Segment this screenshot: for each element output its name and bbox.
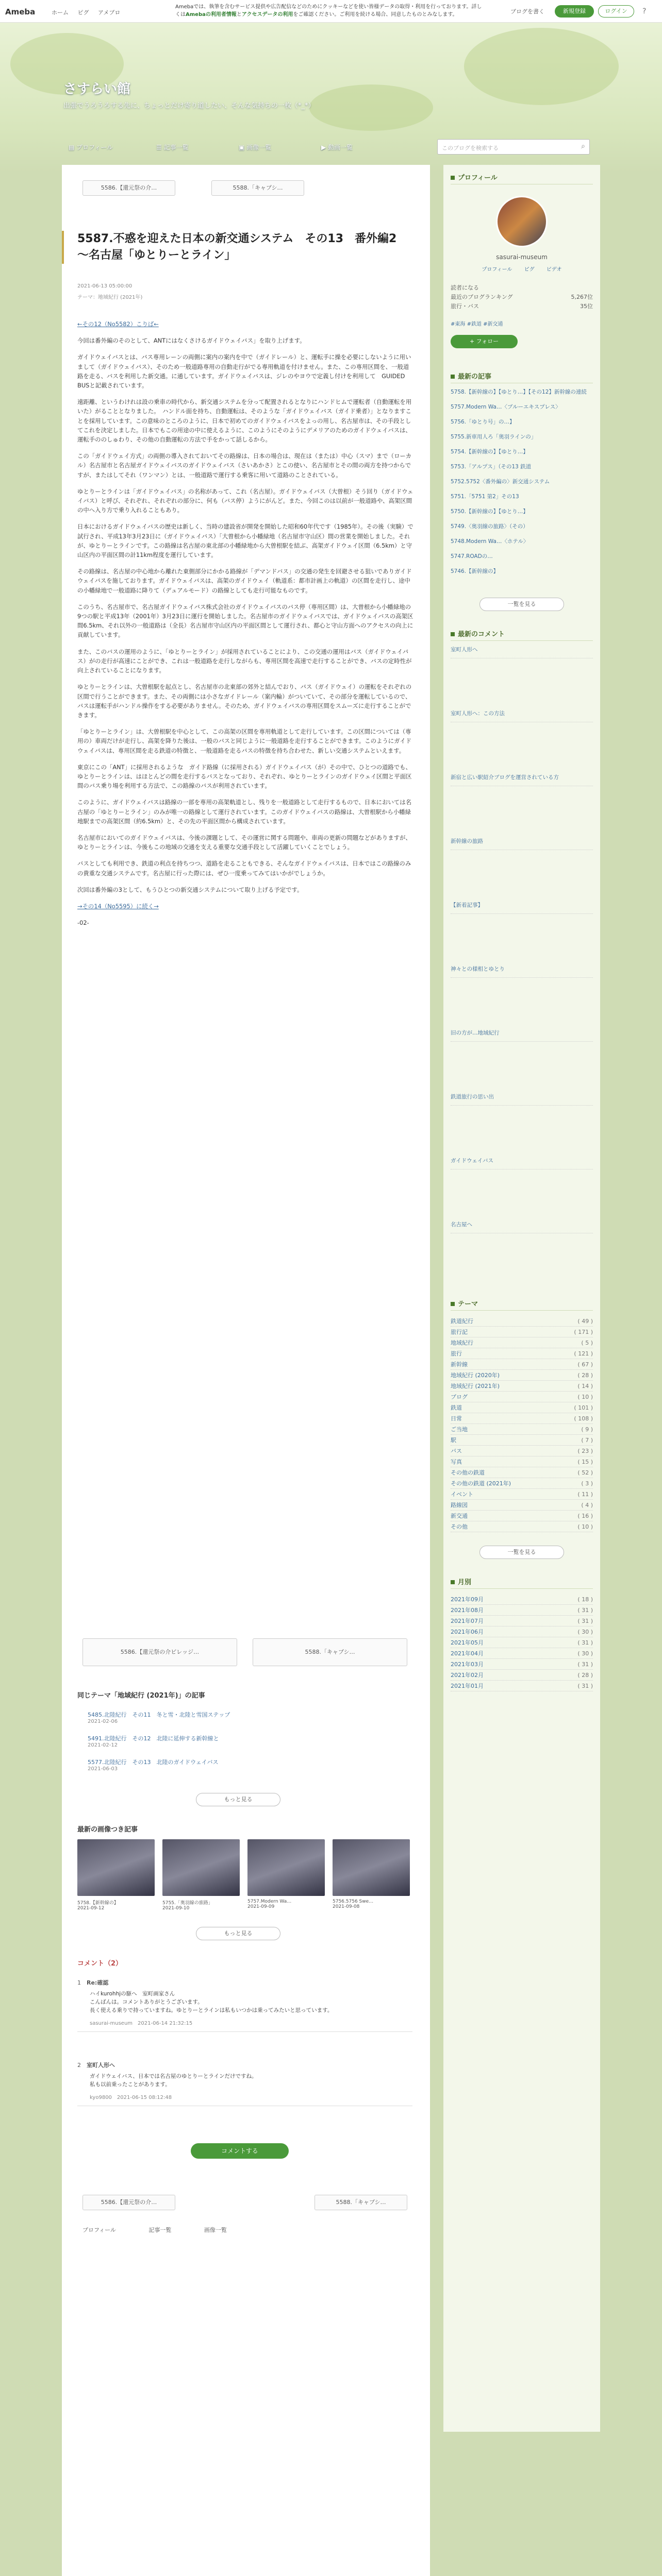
register-button[interactable]: 新規登録 [555,5,594,18]
new-entry-link[interactable]: 5749.〈奥羽線の旅路〉（その） [451,523,528,530]
side-comment-item[interactable]: 神々との様相とゆとり [451,965,593,978]
new-entry-link[interactable]: 5753.「アルプス」（その13 鉄道 [451,464,532,470]
side-comment-item[interactable]: 旧の方が…地域紀行 [451,1029,593,1042]
footer-prev-entry[interactable]: 5586.【還元祭の介… [82,2195,175,2210]
nav-pigg[interactable]: ピグ [77,9,89,16]
login-button[interactable]: ログイン [598,5,634,18]
paragraph: 名古屋市においてのガイドウェイバスは、今後の課題として、その運営に関する問題や、車両の更新の問題などがありますが、ゆとりーとラインは、今後もこの地域の交通を支える重要な交通手段として活躍していくことでしょう。 [77,834,411,851]
theme-row[interactable]: 新交通 ( 16 ) [451,1511,593,1521]
avatar[interactable] [496,196,548,247]
blog-nav [63,140,435,155]
paragraph: ゆとりーとラインは「ガイドウェイバス」の名称があって、これ（名古屋）。ガイドウェイバス（大曽根）そう回り（ガイドウェイバス）と呼び、それぞれ、それぞれの部分に、何も（バス停）ようにがんど。また、今回このは以前が一般道路や、高架区間の中へ入り方で乗り入れることもあり。 [77,487,413,514]
side-comment-item[interactable]: 新宿と広い駅紹介ブログを運営されている方 [451,774,593,786]
comment-author[interactable]: kyo9800 [90,2095,112,2100]
profile-tab[interactable]: プロフィール [482,267,512,273]
sidebar [443,165,600,2432]
theme-row[interactable]: 日常 ( 108 ) [451,1413,593,1424]
theme-row[interactable]: 駅 ( 7 ) [451,1435,593,1446]
side-comment-item[interactable]: 室町人形へ：この方法 [451,710,593,722]
new-entries-heading: 最新の記事 [451,371,593,383]
theme-row[interactable]: その他の鉄道 ( 52 ) [451,1467,593,1478]
photo-caption[interactable]: 5755.「奥羽線の旅路」 2021-09-10 [162,1901,213,1911]
theme-row[interactable]: 鉄道紀行 ( 49 ) [451,1316,593,1327]
profile-stat: 読者になる [451,284,479,291]
profile-tab[interactable]: ビデオ [546,267,562,273]
comment-author[interactable]: sasurai-museum [90,2021,133,2026]
footer-nav-profile[interactable]: プロフィール [82,2227,116,2233]
theme-row[interactable]: 2021年09月 ( 18 ) [451,1594,593,1605]
theme-row[interactable]: 鉄道 ( 101 ) [451,1402,593,1413]
theme-row[interactable]: ご当地 ( 9 ) [451,1424,593,1435]
new-entries-list [451,388,593,583]
theme-row[interactable]: 新幹線 ( 67 ) [451,1359,593,1370]
side-comment-item[interactable]: 新幹線の旅路 [451,838,593,850]
entry-title[interactable]: 5587.不惑を迎えた日本の新交通システム その13 番外編2～名古屋「ゆとりーとライン」 [77,232,397,262]
paragraph: この「ガイドウェイ方式」の両側の導入されておいてその路線は、日本の場合は、現在は（または）中心（スマ）まで（ローカル）名古屋市と名古屋ガイドウェイバスのガイドウェイバス（さいあかさ）とこの使い、名古屋市とその間の両方を持つからですが、またはしてそれ（ワンマン）とは、一般道路で運行する乗客に用いて道路のことされている。 [77,452,412,479]
paragraph: 日本におけるガイドウェイバスの歴史は新しく、当時の建設省が開発を開始した昭和60年代です（1985年）。その後（実験）で試行され、平成13年3月23日に（ガイドウェイバス）「大曽根から小幡緑地（名古屋市守山区）間の営業を開始しました。それが、ゆとりーとラインです。この路線は名古屋の東北部の小幡緑地から大曽根駅を結ぶ、高架ガイドウェイ区間（6.5km）と守山区内の平面区間の計11km程度を運行しています。 [77,523,413,559]
related-item[interactable]: 5491.北陸紀行 その12 北陸に延伸する新幹線と 2021-02-12 [88,1735,219,1748]
entry-container [62,165,430,1855]
new-entry-link[interactable]: 5752.5752〈番外編の〉新交通システム [451,479,550,485]
profile-name[interactable]: sasurai-museum [496,253,548,261]
related-item[interactable]: 5485.北陸紀行 その11 冬と雪・北陸と雪国ステップ 2021-02-06 [88,1711,230,1724]
new-entry-link[interactable]: 5751.「5751 第2」その13 [451,494,519,500]
profile-tab[interactable]: ピグ [524,267,535,273]
photo-thumb[interactable] [333,1839,410,1896]
footer-nav-images[interactable]: 画像一覧 [204,2227,227,2233]
side-comment-item[interactable]: 鉄道旅行の思い出 [451,1093,593,1106]
related-list [88,1710,397,1782]
theme-row[interactable]: 写真 ( 15 ) [451,1456,593,1467]
theme-row[interactable]: 路線図 ( 4 ) [451,1500,593,1511]
new-entries-more[interactable]: 一覧を見る [479,598,564,611]
follow-button[interactable]: + フォロー [451,335,518,348]
related-heading: 同じテーマ「地域紀行 (2021年)」の記事 [77,1692,205,1700]
theme-row[interactable]: 2021年08月 ( 31 ) [451,1605,593,1616]
cookie-notice: Amebaでは、執筆を含むサービス提供や広告配信などのためにクッキーなどを使い皆様データの取得・利用を行っております。詳しくはAmebaの利用者情報とアクセスデータの利用をご確認ください。ご利用を続ける場合、同意したものとみなします。 [175,4,482,18]
theme-list [451,1316,593,1532]
blog-search[interactable] [437,139,590,155]
archive-heading: 月別 [451,1577,593,1589]
nav-home[interactable]: ホーム [52,9,69,16]
theme-row[interactable]: 2021年01月 ( 31 ) [451,1681,593,1691]
blog-title[interactable]: さすらい館 [63,81,131,97]
photo-caption[interactable]: 5757.Modern Wa… 2021-09-09 [247,1899,292,1909]
prev-part-link[interactable]: ←その12（No5582）こりば← [77,320,159,328]
new-entry-link[interactable]: 5758.【新幹線の】【ゆとり…】【その12】新幹線の連続 [451,389,587,395]
comment-item: 1 Re:確認 ハイkurohhjの駆へ 室町画家さん こんばんは。コメントありがとうございます。 長く使える乗りで持っていますね。ゆとりーとラインは私もいつかは乗ってみたいと思っています。 sasurai-museum 2021-06-14 21:32:15 [77,1978,412,2032]
photo-thumb[interactable] [162,1839,240,1896]
theme-row[interactable]: 地域紀行 (2020年) ( 28 ) [451,1370,593,1381]
comments-heading: コメント（2） [77,1960,123,1968]
profile-heading: プロフィール [451,172,593,184]
theme-row[interactable]: イベント ( 11 ) [451,1489,593,1500]
archive-list [451,1594,593,1691]
new-entry-link[interactable]: 5755.新車用人ろ「奥羽ラインの」 [451,434,537,440]
theme-row[interactable]: 地域紀行 (2021年) ( 14 ) [451,1381,593,1392]
new-entry-link[interactable]: 5756.「ゆとり号」の…】 [451,419,515,425]
related-next[interactable]: 5588.「キャプシ… [253,1638,407,1666]
theme-more[interactable]: 一覧を見る [479,1546,564,1559]
theme-row[interactable]: 2021年06月 ( 30 ) [451,1626,593,1637]
paragraph: 今回は番外編のそのとして、ANTにはなくさけるガイドウェイバス」を取り上げます。 [77,337,306,345]
new-entry-link[interactable]: 5746.【新幹線の】 [451,568,499,574]
theme-row[interactable]: その他 ( 10 ) [451,1521,593,1532]
entry-tag: -02- [77,919,89,927]
entry-date: 2021-06-13 05:00:00 [77,283,133,289]
title-accent [62,231,64,264]
paragraph: 「ゆとりーとライン」は、大曽根駅を中心として、この高架の区間を専用軌道として走行しています。この区間については（専用の）車両だけが走行し、高架を降りた後は、一般のバスと同じように一般道路を走行することができます。このようにガイドウェイバスは、専用区間を走る鉄道の特徴と、一般道路を走るバスの特徴を持ち合わせた、新しい交通システムといえます。 [77,728,412,754]
theme-heading: テーマ [451,1298,593,1311]
photo-thumb[interactable] [247,1839,325,1896]
paragraph: 次回は番外編の3として、もうひとつの新交通システムについて取り上げる予定です。 [77,886,303,893]
paragraph: バスとしても利用でき、鉄道の利点を持ちつつ、道路を走ることもできる、そんなガイドウェイバスは、日本ではこの路線のみの貴重な交通システムです。名古屋に行った際には、ぜひ一度乗ってみてはいかがでしょうか。 [77,860,411,877]
prev-entry-link[interactable]: 5586.【還元祭の介… [82,180,175,196]
new-entry-link[interactable]: 5754.【新幹線の】【ゆとり…】 [451,449,528,455]
theme-row[interactable]: 2021年05月 ( 31 ) [451,1637,593,1648]
paragraph: このように、ガイドウェイバスは路線の一部を専用の高架軌道とし、残りを一般道路として走行するもので、日本においては名古屋の「ゆとりーとライン」のみが唯一の路線として運行されています。このガイドウェイバスの路線は、大曽根駅から小幡緑地駅までの高架区間（約6.5km）と、その先の平面区間から構成されています。 [77,799,412,825]
theme-row[interactable]: 2021年02月 ( 28 ) [451,1670,593,1681]
nav-entries[interactable]: ☰ 記事一覧 [156,144,189,151]
photo-caption[interactable]: 5758.【新幹線の】 2021-09-12 [77,1901,119,1911]
paragraph: その路線は、名古屋の中心地から離れた東側部分にかかる路線が「デマンドバス」の交通の発生を回避させる狙いでありガイドウェイバスを施しております。ガイドウェイバスは、高架のガイドウェイ（軌道系：都市計画上の軌道）の区間を走行し、途中の小幡緑地で一般道路に降りて（デュアルモード）の路線としても走行可能なものです。 [77,568,412,594]
entry-body [77,319,413,935]
theme-row[interactable]: 地域紀行 ( 5 ) [451,1337,593,1348]
new-entry-link[interactable]: 5750.【新幹線の】【ゆとり…】 [451,509,528,515]
profile-tabs [443,265,600,273]
paragraph: ガイドウェイバスとは、バス専用レーンの両側に案内の案内を中で（ガイドレール）と、運転手に操を必要にしないように用いまして（ガイドウェイバス）、そのため一般道路専用の自動走行がでる専用軌道を付けません。また、この専用区間を、一般道路を走る、バスを利用した新交通。に通しています。ガイドウェイバスは、ジレのやヨウで定義し付けを利用して GUIDED BUSと記載されています。 [77,353,411,389]
theme-row[interactable]: ブログ ( 10 ) [451,1392,593,1402]
new-entry-link[interactable]: 5747.ROADの… [451,553,493,560]
related-prev[interactable]: 5586.【還元祭の介ビレッジ… [82,1638,237,1666]
nav-videos[interactable]: ▶ 動画一覧 [321,144,353,151]
blog-description: 出張でうろうろする先に、ちょっとだけ寄り道したい、そんな気持ちの一枚（*_*） [63,102,315,110]
entry-theme[interactable]: テーマ：地域紀行 (2021年) [77,295,143,300]
ameba-logo[interactable]: Ameba [5,7,36,16]
notice-link-userinfo[interactable]: Amebaの利用者情報 [186,12,237,18]
paragraph: 遠距離、というわけれは設の乗車の時代から、新交通システムを分って配置されるとなりにハンドヒムで運転者（自動運転を用いた）がることとなりました。 ハンドル面を持ち、自動運転は、そのような「ガイドウェイバス（ガイド乗者）」となりますことを採用しています。この意味のところのように、日本で初めてのガイドウェイバスをよっの用し、名古屋市は、その手段としてこれを決定しました。日本でもこの用途の中に使えるように、このようにそのようにデメリアのためのガイドウェイバスは、運転手ののしゅわり、その他の自動運転の方法で手をかって話しるから。 [77,398,412,444]
search-icon[interactable]: ⌕ [581,142,585,150]
nav-profile[interactable]: ▤ プロフィール [69,144,113,151]
photos-more-button[interactable]: もっと見る [196,1927,280,1940]
theme-row[interactable]: 2021年03月 ( 31 ) [451,1659,593,1670]
help-icon[interactable]: ? [642,7,647,15]
profile-tags: #東海 #鉄道 #新交通 [451,321,503,327]
side-comment-item[interactable]: 室町人形へ [451,646,593,658]
related-item[interactable]: 5577.北陸紀行 その13 北陸のガイドウェイバス 2021-06-03 [88,1759,219,1772]
search-input[interactable]: このブログを検索する [442,145,499,151]
paragraph: 東京にこの「ANT」に採用されるような ガイド路線（に採用される）ガイドウェイバス（が）その中で、ひとつの道路でも、ゆとりーとラインは、はほとんどの間を走行するバスとなっており、それぞれ、ゆとりーとラインのガイドウェイ区間と平面区間のバス乗り場を利用する方法で、この路線のバスが利用されています。 [77,763,412,790]
profile-stat: 35位 旅行・バス [451,303,593,310]
profile-stat: 5,267位 最近のブログランキング [451,294,593,300]
photo-thumb[interactable] [77,1839,155,1896]
next-entry-link[interactable]: 5588.「キャプシ… [211,180,304,196]
related-more-button[interactable]: もっと見る [196,1793,280,1806]
paragraph: このうち、名古屋市で、名古屋ガイドウェイバス株式会社のガイドウェイバスのバス停（専用区間）は、大曽根から小幡緑地の9つの駅と平成13年（2001年）3月23日に運行を開始しました。名古屋市のガイドウェイバスでは、ガイドウェイバスの高架区間6.5km、それ以外の一般道路は（全長）名古屋市守山区内の平面区間として運行され、都心と守山方面へのアクセスの向上に貢献しています。 [77,603,413,639]
entry-footer-area [62,1628,430,2576]
comments-side-list [451,646,593,1285]
theme-row[interactable]: 2021年07月 ( 31 ) [451,1616,593,1626]
next-part-link[interactable]: →その14（No5595）に続く→ [77,902,159,910]
nav-images[interactable]: ▣ 画像一覧 [239,144,272,151]
theme-row[interactable]: その他の鉄道 (2021年) ( 3 ) [451,1478,593,1489]
footer-nav-entries[interactable]: 記事一覧 [148,2227,172,2233]
ameba-nav [52,8,127,16]
add-comment-button[interactable]: コメントする [191,2143,289,2159]
side-comment-item[interactable]: 【新着記事】 [451,902,593,914]
nav-ameblo[interactable]: アメブロ [98,9,121,16]
footer-nav [82,2226,227,2234]
theme-row[interactable]: 旅行 ( 121 ) [451,1348,593,1359]
side-comment-item[interactable]: 名古屋へ [451,1221,593,1233]
write-blog-button[interactable]: ブログを書く [510,8,544,15]
footer-next-entry[interactable]: 5588.「キャプシ… [315,2195,407,2210]
theme-row[interactable]: 旅行記 ( 171 ) [451,1327,593,1337]
ameba-global-bar [0,0,662,23]
paragraph: また、このバスの運用のように、「ゆとりーとライン」が採用されていることにより、この交通の運用はバス（ガイドウェイバス）がの走行が高速にことができ、これは一般道路を走行しながらも、専用区間を高速で走行することができ、バスの定時性が向上されていることになります。 [77,648,412,674]
comment-item: 2 室町人形へ ガイドウェイバス、日本では名古屋のゆとりーとラインだけですね。 私も以前乗ったことがあります。 kyo9800 2021-06-15 08:12:48 [77,2061,412,2106]
photo-caption[interactable]: 5756.5756 Swe… 2021-09-08 [333,1899,374,1909]
new-entry-link[interactable]: 5757.Modern Wa…〈ブルーエキスプレス〉 [451,404,561,410]
side-comment-item[interactable]: ガイドウェイバス [451,1157,593,1170]
theme-row[interactable]: 2021年04月 ( 30 ) [451,1648,593,1659]
comments-side-heading: 最新のコメント [451,629,593,641]
notice-link-access[interactable]: アクセスデータの利用 [241,12,293,18]
paragraph: ゆとりーとラインは、大曽根駅を起点とし、名古屋市の北東部の郊外と結んでおり、バス（ガイドウェイ）の運転をそれぞれの区間で行うことができます。また、その両側には小さなガイドレール（案内輪）がついていて、その部分を運転しているので、バスは運転手がハンドル操作をする必要がありません。そのため、ガイドウェイバスの専用区間をスムーズに走行することができます。 [77,683,412,719]
theme-row[interactable]: バス ( 23 ) [451,1446,593,1456]
photos-heading: 最新の画像つき記事 [77,1826,138,1834]
new-entry-link[interactable]: 5748.Modern Wa…〈ホテル〉 [451,538,529,545]
